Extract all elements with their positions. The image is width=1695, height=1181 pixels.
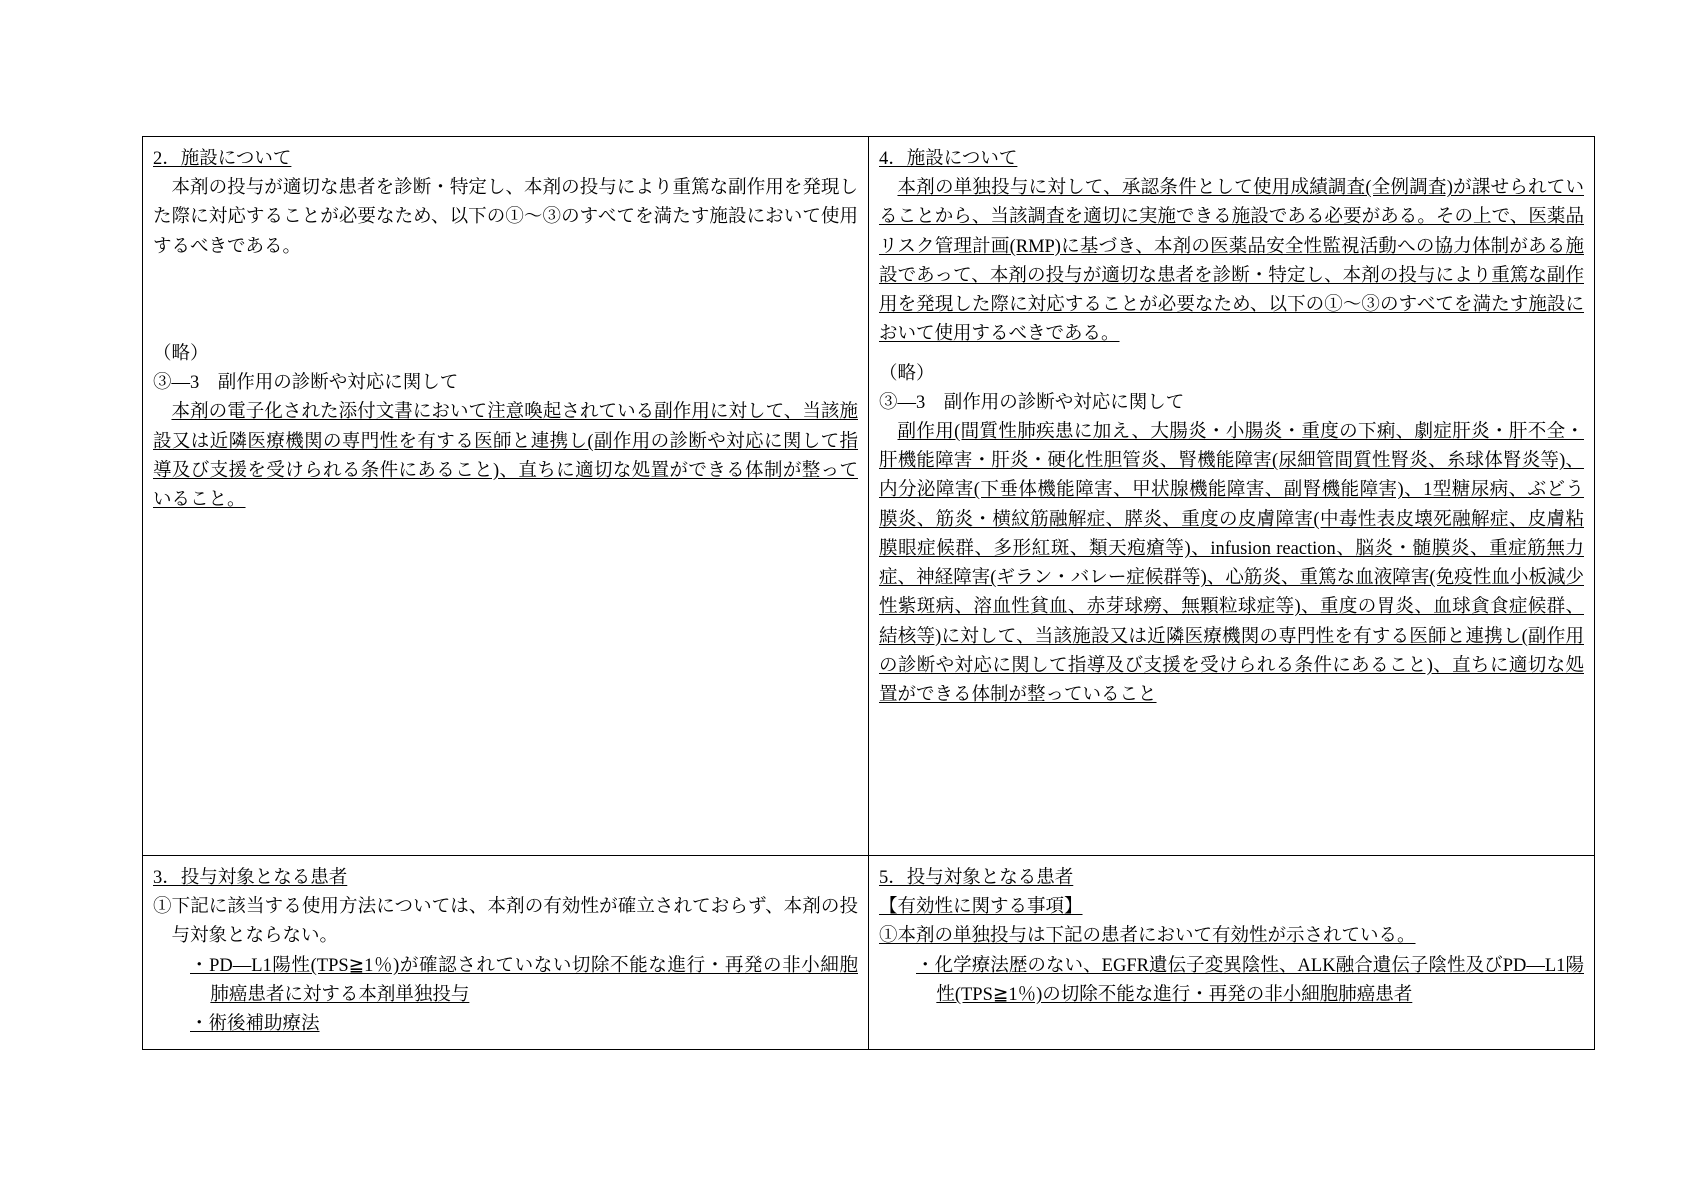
section-2-paragraph: 本剤の投与が適切な患者を診断・特定し、本剤の投与により重篤な副作用を発現した際に対応することが必要なため、以下の①〜③のすべてを満たす施設において使用するべきである。 bbox=[153, 178, 858, 257]
section-5-paragraph: ①本剤の単独投与は下記の患者において有効性が示されている。 bbox=[879, 926, 1416, 947]
section-4-paragraph bbox=[879, 174, 1584, 349]
list-item: ・PD—L1陽性(TPS≧1％)が確認されていない切除不能な進行・再発の非小細胞肺癌患者に対する本剤単独投与 bbox=[190, 955, 858, 1005]
section-heading-3: 3．投与対象となる患者 bbox=[153, 868, 348, 888]
omission-marker-left: （略） bbox=[153, 343, 209, 364]
table-row bbox=[143, 137, 1595, 856]
cell-patients-right bbox=[869, 856, 1595, 1050]
table-row bbox=[143, 856, 1595, 1050]
section-4-paragraph-text: 本剤の単独投与に対して、承認条件として使用成績調査(全例調査)が課せられていることから、当該調査を適切に実施できる施設である必要がある。その上で、医薬品リスク管理計画(RMP)に基づき、本剤の医薬品安全性監視活動への協力体制がある施設であって、本剤の投与が適切な患者を診断・特定し、本剤の投与により重篤な副作用を発現した際に対応することが必要なため、以下の①〜③のすべてを満たす施設において使用するべきである。 bbox=[879, 178, 1584, 345]
efficacy-subtitle: 【有効性に関する事項】 bbox=[879, 897, 1083, 918]
vertical-spacer-small bbox=[879, 350, 1584, 360]
list-item: ・化学療法歴のない、EGFR遺伝子変異陰性、ALK融合遺伝子陰性及びPD—L1陽性(TPS≧1％)の切除不能な進行・再発の非小細胞肺癌患者 bbox=[916, 955, 1584, 1005]
comparison-table bbox=[142, 136, 1595, 1050]
section-heading-5: 5．投与対象となる患者 bbox=[879, 868, 1074, 888]
subsection-paragraph-left: 本剤の電子化された添付文書において注意喚起されている副作用に対して、当該施設又は近隣医療機関の専門性を有する医師と連携し(副作用の診断や対応に関して指導及び支援を受けられる条件にあること)、直ちに適切な処置ができる体制が整っていること。 bbox=[153, 402, 858, 510]
subsection-heading-left: ③—3 副作用の診断や対応に関して bbox=[153, 373, 459, 394]
omission-marker-right: （略） bbox=[879, 363, 935, 384]
subsection-paragraph-right: 副作用(間質性肺疾患に加え、大腸炎・小腸炎・重度の下痢、劇症肝炎・肝不全・肝機能障害・肝炎・硬化性胆管炎、腎機能障害(尿細管間質性腎炎、糸球体腎炎等)、内分泌障害(下垂体機能障害、甲状腺機能障害、副腎機能障害)、1型糖尿病、ぶどう膜炎、筋炎・横紋筋融解症、膵炎、重度の皮膚障害(中毒性表皮壊死融解症、皮膚粘膜眼症候群、多形紅斑、類天疱瘡等)、infusion reaction、脳炎・髄膜炎、重症筋無力症、神経障害(ギラン・バレー症候群等)、心筋炎、重篤な血液障害(免疫性血小板減少性紫斑病、溶血性貧血、赤芽球癆、無顆粒球症等)、重度の胃炎、血球貪食症候群、結核等)に対して、当該施設又は近隣医療機関の専門性を有する医師と連携し(副作用の診断や対応に関して指導及び支援を受けられる条件にあること)、直ちに適切な処置ができる体制が整っていること bbox=[879, 421, 1584, 705]
cell-facility-left bbox=[143, 137, 869, 856]
list-item: ・術後補助療法 bbox=[190, 1014, 320, 1035]
vertical-spacer bbox=[153, 262, 858, 340]
section-heading-4: 4．施設について bbox=[879, 149, 1018, 169]
cell-facility-right bbox=[869, 137, 1595, 856]
section-3-paragraph: ①下記に該当する使用方法については、本剤の有効性が確立されておらず、本剤の投与対象とならない。 bbox=[153, 897, 858, 947]
section-heading-2: 2．施設について bbox=[153, 149, 292, 169]
subsection-heading-right: ③—3 副作用の診断や対応に関して bbox=[879, 392, 1185, 413]
cell-patients-left bbox=[143, 856, 869, 1050]
